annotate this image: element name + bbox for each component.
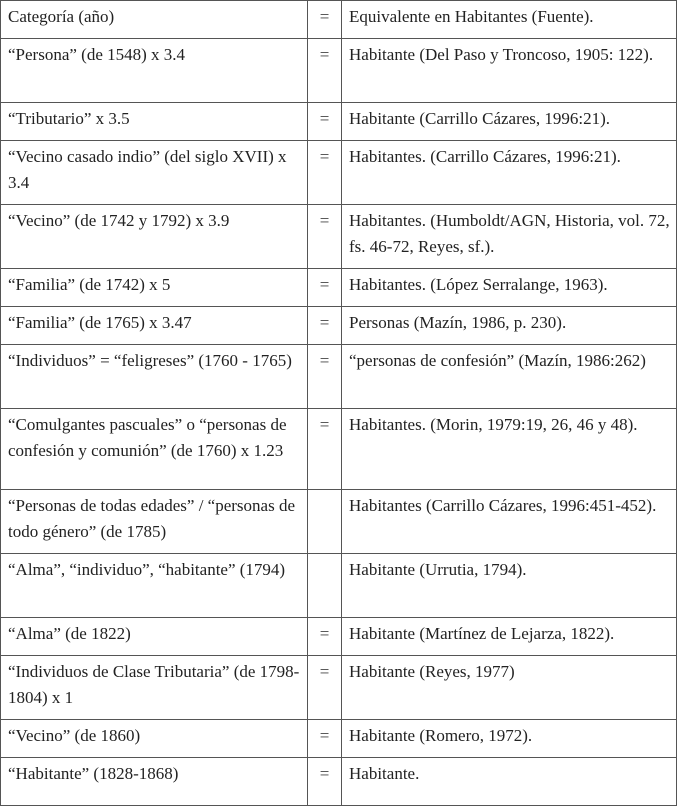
cell-category: “Individuos de Clase Tributaria” (de 1798-1804) x 1 <box>1 656 308 720</box>
cell-category: “Familia” (de 1742) x 5 <box>1 269 308 307</box>
cell-equals: = <box>308 409 342 490</box>
table-row <box>1 656 677 720</box>
header-category: Categoría (año) <box>1 1 308 39</box>
cell-equivalent: Habitantes. (López Serralange, 1963). <box>342 269 677 307</box>
cell-equivalent: Habitante (Martínez de Lejarza, 1822). <box>342 618 677 656</box>
cell-category: “Tributario” x 3.5 <box>1 103 308 141</box>
cell-equivalent: Habitante (Reyes, 1977) <box>342 656 677 720</box>
cell-equals: = <box>308 103 342 141</box>
cell-equals: = <box>308 345 342 409</box>
cell-equivalent: Habitantes (Carrillo Cázares, 1996:451-452). <box>342 490 677 554</box>
cell-equals: = <box>308 205 342 269</box>
cell-equivalent: “personas de confesión” (Mazín, 1986:262) <box>342 345 677 409</box>
cell-equals: = <box>308 39 342 103</box>
table-header-row <box>1 1 677 39</box>
cell-category: “Alma” (de 1822) <box>1 618 308 656</box>
table-row <box>1 618 677 656</box>
cell-category: “Vecino” (de 1860) <box>1 720 308 758</box>
table-row <box>1 409 677 490</box>
cell-equivalent: Habitante (Carrillo Cázares, 1996:21). <box>342 103 677 141</box>
header-equivalent: Equivalente en Habitantes (Fuente). <box>342 1 677 39</box>
cell-equals: = <box>308 720 342 758</box>
cell-category: “Familia” (de 1765) x 3.47 <box>1 307 308 345</box>
cell-category: “Habitante” (1828-1868) <box>1 758 308 806</box>
table-row <box>1 205 677 269</box>
table-row <box>1 307 677 345</box>
cell-equals: = <box>308 269 342 307</box>
table-row <box>1 554 677 618</box>
table-row <box>1 345 677 409</box>
cell-equals: = <box>308 618 342 656</box>
cell-equals: = <box>308 307 342 345</box>
cell-equivalent: Habitante (Urrutia, 1794). <box>342 554 677 618</box>
table-row <box>1 103 677 141</box>
cell-equivalent: Personas (Mazín, 1986, p. 230). <box>342 307 677 345</box>
table-row <box>1 490 677 554</box>
cell-equals: = <box>308 141 342 205</box>
cell-category: “Personas de todas edades” / “personas de todo género” (de 1785) <box>1 490 308 554</box>
table-row <box>1 141 677 205</box>
cell-category: “Vecino casado indio” (del siglo XVII) x 3.4 <box>1 141 308 205</box>
header-equals: = <box>308 1 342 39</box>
cell-equals <box>308 554 342 618</box>
cell-category: “Persona” (de 1548) x 3.4 <box>1 39 308 103</box>
cell-equivalent: Habitantes. (Carrillo Cázares, 1996:21). <box>342 141 677 205</box>
cell-equivalent: Habitantes. (Morin, 1979:19, 26, 46 y 48). <box>342 409 677 490</box>
cell-category: “Comulgantes pascuales” o “personas de confesión y comunión” (de 1760) x 1.23 <box>1 409 308 490</box>
table-row <box>1 758 677 806</box>
cell-equivalent: Habitante. <box>342 758 677 806</box>
table-row <box>1 39 677 103</box>
table-row <box>1 269 677 307</box>
cell-equivalent: Habitante (Romero, 1972). <box>342 720 677 758</box>
cell-category: “Vecino” (de 1742 y 1792) x 3.9 <box>1 205 308 269</box>
cell-category: “Alma”, “individuo”, “habitante” (1794) <box>1 554 308 618</box>
cell-category: “Individuos” = “feligreses” (1760 - 1765) <box>1 345 308 409</box>
cell-equivalent: Habitantes. (Humboldt/AGN, Historia, vol. 72, fs. 46-72, Reyes, sf.). <box>342 205 677 269</box>
cell-equals <box>308 490 342 554</box>
cell-equivalent: Habitante (Del Paso y Troncoso, 1905: 122). <box>342 39 677 103</box>
table-row <box>1 720 677 758</box>
cell-equals: = <box>308 656 342 720</box>
cell-equals: = <box>308 758 342 806</box>
